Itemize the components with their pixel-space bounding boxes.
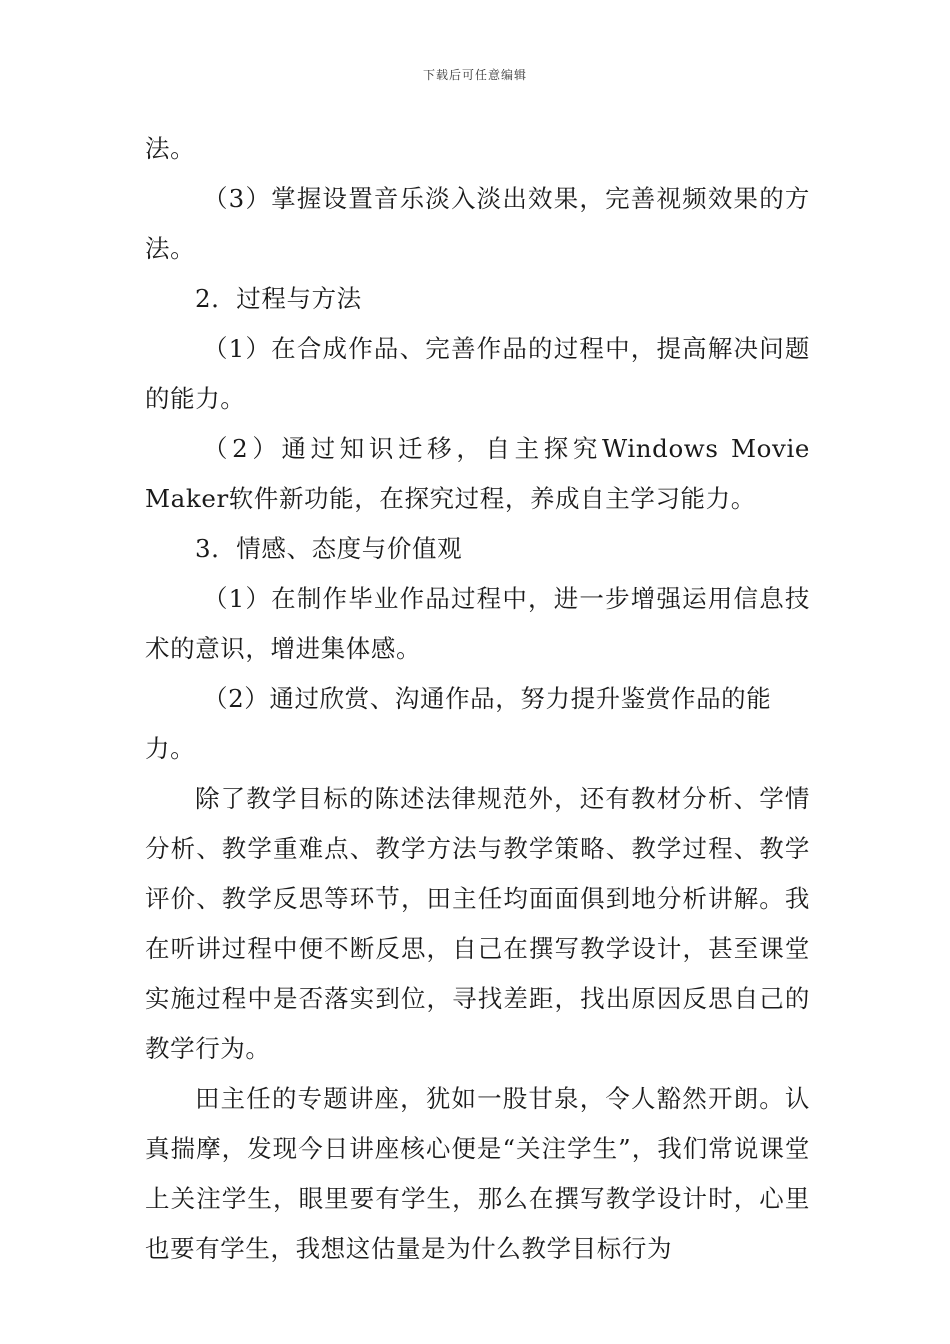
paragraph-objective-3: （3）掌握设置音乐淡入淡出效果，完善视频效果的方法。 — [145, 184, 810, 263]
paragraph-emotion-2: （2）通过欣赏、沟通作品，努力提升鉴赏作品的能力。 — [145, 684, 772, 763]
paragraph-lecture: 田主任的专题讲座，犹如一股甘泉，令人豁然开朗。认真揣摩，发现今日讲座核心便是“关注学生”，我们常说课堂上关注学生，眼里要有学生，那么在撰写教学设计时，心里也要有学生，我想这估量是为什么教学目标行为 — [145, 1084, 810, 1263]
paragraph-emotion-1: （1）在制作毕业作品过程中，进一步增强运用信息技术的意识，增进集体感。 — [145, 584, 810, 663]
document-body — [145, 124, 810, 1274]
paragraph-process-2: （2）通过知识迁移，自主探究Windows Movie Maker软件新功能，在探究过程，养成自主学习能力。 — [145, 434, 810, 513]
page-header: 下载后可任意编辑 — [422, 68, 527, 82]
paragraph-process-1: （1）在合成作品、完善作品的过程中，提高解决问题的能力。 — [145, 334, 810, 413]
section-heading-process-method: 2．过程与方法 — [195, 284, 362, 313]
paragraph-continuation: 法。 — [145, 134, 196, 163]
paragraph-reflection: 除了教学目标的陈述法律规范外，还有教材分析、学情分析、教学重难点、教学方法与教学策略、教学过程、教学评价、教学反思等环节，田主任均面面俱到地分析讲解。我在听讲过程中便不断反思，自己在撰写教学设计，甚至课堂实施过程中是否落实到位，寻找差距，找出原因反思自己的教学行为。 — [145, 784, 810, 1063]
section-heading-emotion-values: 3．情感、态度与价值观 — [195, 534, 463, 563]
